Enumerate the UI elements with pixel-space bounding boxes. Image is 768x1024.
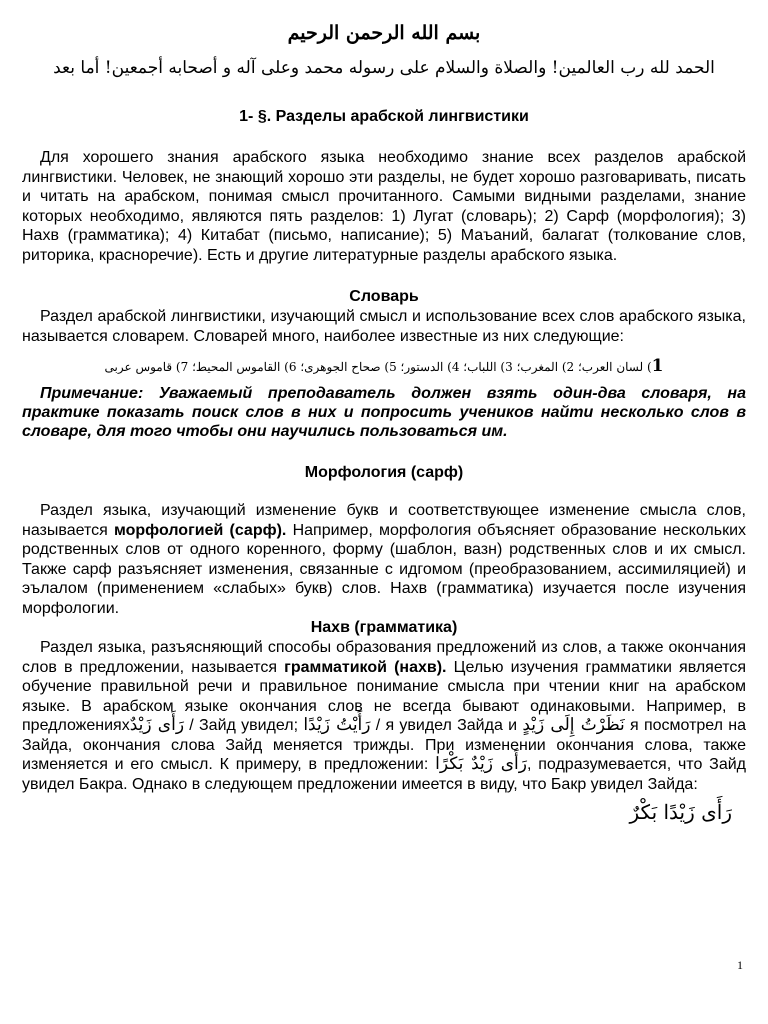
morphology-paragraph — [22, 501, 746, 618]
section-title: 1- §. Разделы арабской лингвистики — [239, 108, 529, 125]
arabic-example-5: رَأَى زَيْدًا بَكْرٌ — [629, 800, 732, 824]
grammar-text-3: / Зайд увидел; — [184, 717, 304, 734]
arabic-example-3: نَظَرْتُ إِلَى زَيْدٍ — [522, 715, 625, 735]
dictionary-list: 1) لسان العرب؛ 2) المغرب؛ 3) اللباب؛ 4) الدستور؛ 5) صحاح الجوهرى؛ 6) القاموس المحيط؛ 7) قاموس عربى — [104, 356, 664, 376]
grammar-term: грамматикой (нахв). — [284, 658, 447, 676]
grammar-paragraph-a — [22, 638, 746, 794]
grammar-text-1: Раздел языка, разъясняющий способы образования предложений из слов, а также окончания слов в предложении, называется — [22, 639, 746, 676]
page-number: 1 — [737, 958, 743, 972]
intro-paragraph: Для хорошего знания арабского языка необходимо знание всех разделов арабской лингвистики. Человек, не знающий хорошо эти разделы, не будет хорошо разговаривать, писать и читать на арабском, понимая смысл прочитанного. Самыми видными разделами, знание которых необходимо, являются пять разделов: 1) Лугат (словарь); 2) Сарф (морфология); 3) Нахв (грамматика); 4) Китабат (письмо, написание); 5) Маъаний, балагат (толкование слов, риторика, красноречие). Есть и другие литературные разделы арабского языка. — [22, 149, 746, 264]
grammar-text-6: , подразумевается, что Зайд увидел Бакра. Однако в следующем предложении имеется в виду, что Бакр увидел Зайда: — [22, 756, 746, 793]
dictionary-heading: Словарь — [349, 288, 419, 305]
basmala: بسم الله الرحمن الرحيم — [287, 22, 481, 44]
teacher-note: Примечание: Уважаемый преподаватель должен взять один-два словаря, на практике показать поиск слов в них и попросить учеников найти несколько слов в словаре, для того чтобы они научились пользоваться им. — [22, 385, 746, 440]
morphology-text-1: Раздел языка, изучающий изменение букв и соответствующее изменение смысла слов, называется — [22, 502, 746, 539]
grammar-heading: Нахв (грамматика) — [310, 619, 458, 636]
document-page — [22, 0, 746, 824]
grammar-text-4: / я увидел Зайда и — [370, 717, 523, 734]
arabic-example-1: رَأَى زَيْدٌ — [129, 715, 185, 735]
hamd-line: الحمد لله رب العالمين! والصلاة والسلام على رسوله محمد وعلى آله و أصحابه أجمعين! أما بعد — [53, 58, 715, 78]
grammar-text-2: Целью изучения грамматики является обучение правильной речи и правильное понимание смысла при чтении книг на арабском языке. В арабском языке окончания слов не всегда бывают одинаковыми. Например, в предложениях — [22, 658, 747, 734]
morphology-heading: Морфология (сарф) — [304, 464, 464, 481]
dictionary-paragraph: Раздел арабской лингвистики, изучающий смысл и использование всех слов арабского языка, называется словарем. Словарей много, наиболее известные из них следующие: — [22, 308, 746, 345]
morphology-term: морфологией (сарф). — [114, 521, 287, 539]
dictionary-list-number: 1 — [651, 356, 664, 376]
dictionary-list-text: لسان العرب؛ 2) المغرب؛ 3) اللباب؛ 4) الدستور؛ 5) صحاح الجوهرى؛ 6) القاموس المحيط؛ 7) قاموس عربى — [104, 360, 644, 374]
arabic-example-4: رَأَى زَيْدٌ بَكْرًا — [435, 754, 527, 774]
grammar-text-5: я посмотрел на Зайда, окончания слова Зайд меняется трижды. При изменении окончания слова, также изменяется и его смысл. К примеру, в предложении: — [22, 717, 747, 773]
morphology-text-2: Например, морфология объясняет образование нескольких родственных слов от одного коренного, форму (шаблон, вазн) родственных слов и их смысл. Также сарф разъясняет изменения, связанные с идгомом (преобразованием, ассимиляцией) и эълалом (применением «слабых» букв) слов. Нахв (грамматика) изучается после изучения морфологии. — [22, 521, 747, 617]
arabic-example-2: رَأَيْتُ زَيْدًا — [303, 715, 371, 735]
